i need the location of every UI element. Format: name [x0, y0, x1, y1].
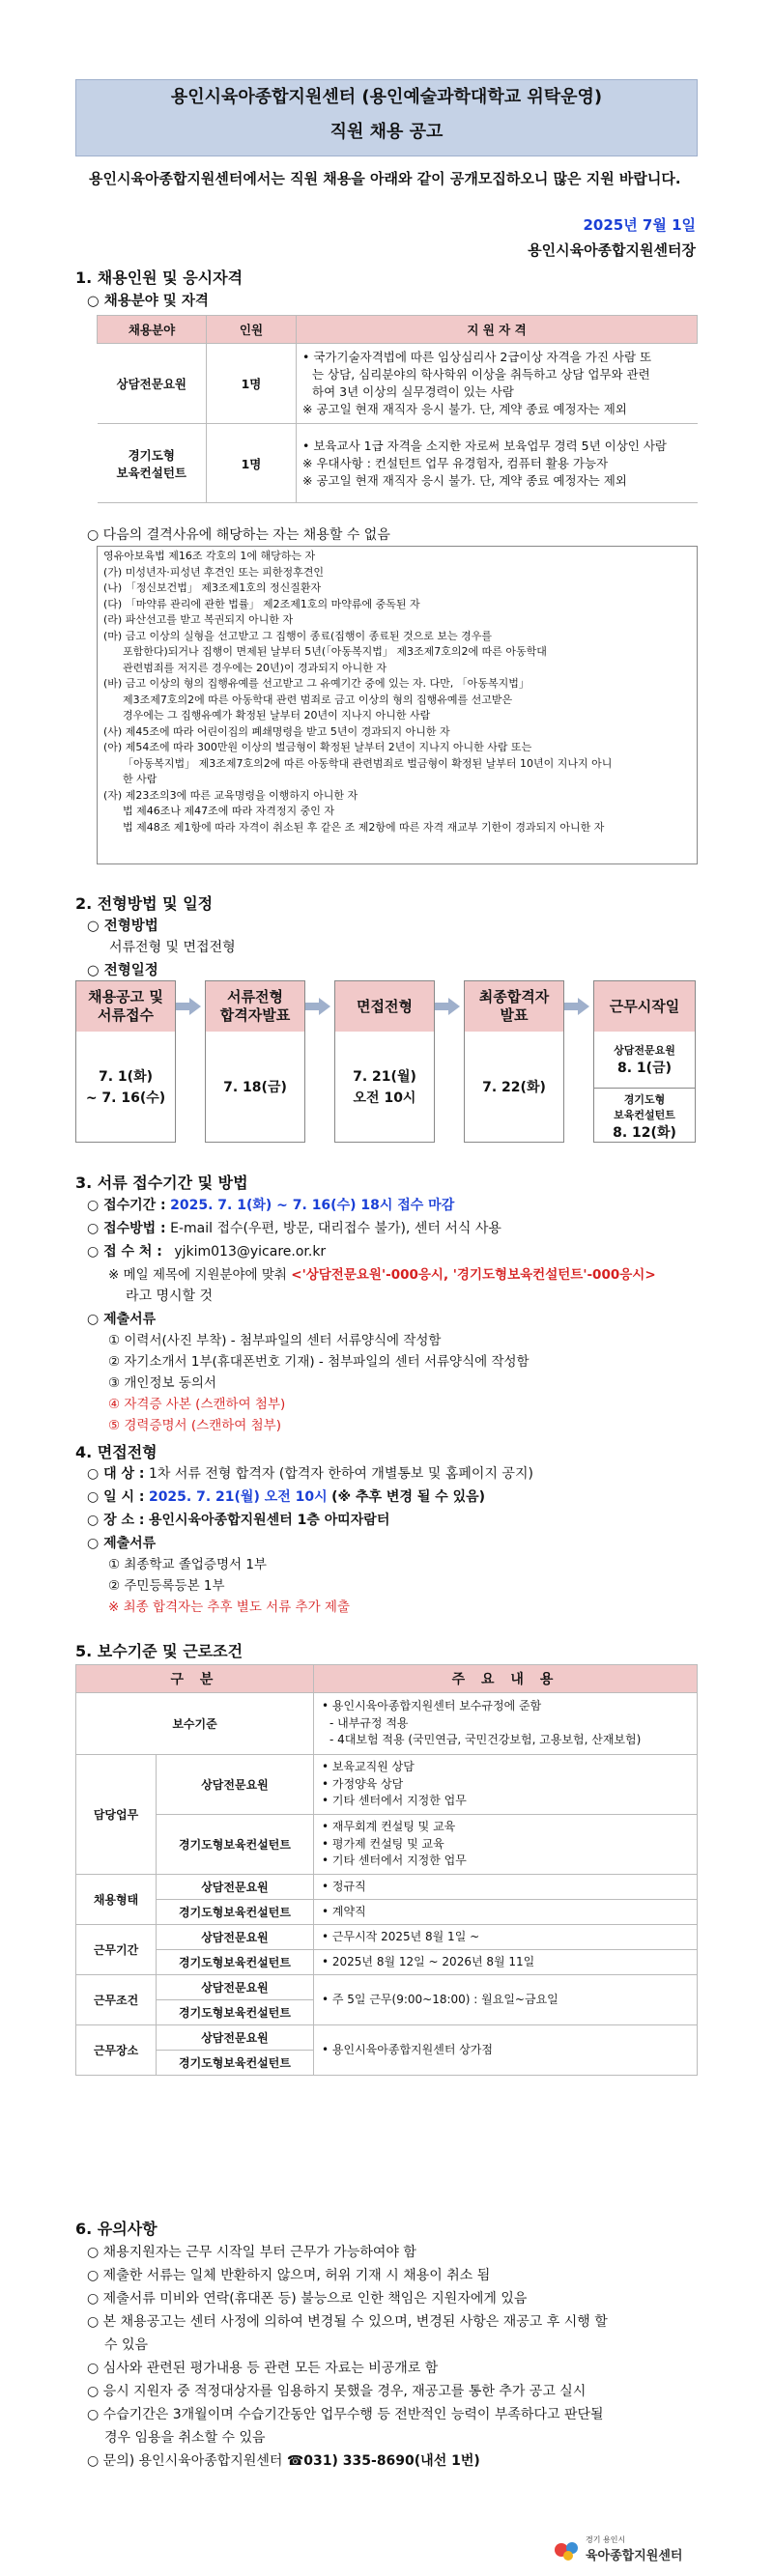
- place-content: • 용인시육아종합지원센터 상가점: [314, 2025, 698, 2076]
- mail-note-cont: 라고 명시할 것: [126, 1288, 214, 1304]
- intro-text: 용인시육아종합지원센터에서는 직원 채용을 아래와 같이 공개모집하오니 많은 지원 바랍니다.: [89, 170, 681, 187]
- qual-line: ※ 공고일 현재 재직자 응시 불가. 단, 계약 종료 예정자는 제외: [302, 472, 627, 488]
- qual-line: 는 상담, 심리분야의 학사학위 이상을 취득하고 상담 업무와 관련: [312, 367, 650, 382]
- section3-heading: 3. 서류 접수기간 및 방법: [75, 1174, 248, 1192]
- disq-line: (마) 금고 이상의 실형을 선고받고 그 집행이 종료(집행이 종료된 것으로 보는 경우를: [103, 629, 492, 642]
- disq-line: (사) 제45조에 따라 어린이집의 폐쇄명령을 받고 5년이 경과되지 아니한 자: [103, 724, 450, 738]
- logo-icon: [553, 2538, 582, 2562]
- content-line: • 평가제 컨설팅 및 교육: [322, 1836, 444, 1851]
- method-value: E-mail 접수(우편, 방문, 대리접수 불가), 센터 서식 사용: [170, 1221, 501, 1236]
- section1-sub1: ○ 채용분야 및 자격: [87, 294, 209, 309]
- mail-note-text: ※ 메일 제목에 지원분야에 맞춰: [108, 1267, 292, 1283]
- target-value: 1차 서류 전형 합격자 (합격자 한하여 개별통보 및 홈페이지 공지): [148, 1466, 533, 1482]
- period-content: • 2025년 8월 12일 ~ 2026년 8월 11일: [314, 1950, 698, 1975]
- content-line: • 기타 센터에서 지정한 업무: [322, 1794, 467, 1808]
- arrow-icon: [578, 998, 589, 1015]
- step-date: 7. 18(금): [223, 1080, 287, 1095]
- section2-heading: 2. 전형방법 및 일정: [75, 894, 214, 913]
- arrow-icon: [448, 998, 460, 1015]
- table-row: [76, 1875, 698, 1900]
- mail-note-red: <'상담전문요원'-000응시, '경기도형보육컨설턴트'-000응시>: [291, 1267, 656, 1283]
- disq-line: 관련범죄를 저지른 경우에는 20년)이 경과되지 아니한 자: [123, 661, 387, 674]
- doc-item: ② 주민등록등본 1부: [108, 1578, 225, 1594]
- qual-line: ※ 우대사항 : 컨설턴트 업무 유경험자, 컴퓨터 활용 가능자: [302, 455, 609, 470]
- type-content: • 계약직: [314, 1900, 698, 1925]
- start-role-label: 보육컨설턴트: [614, 1109, 675, 1121]
- step-body: [335, 1032, 434, 1144]
- field-cell: 상담전문요원: [98, 344, 207, 424]
- role-label: 상담전문요원: [157, 1755, 314, 1815]
- notice-item: ○ 제출서류 미비와 연락(휴대폰 등) 불능으로 인한 책임은 지원자에게 있음: [87, 2291, 528, 2307]
- section5-heading: 5. 보수기준 및 근로조건: [75, 1642, 243, 1660]
- notice-item: 수 있음: [104, 2337, 149, 2353]
- start-role1: [594, 1032, 695, 1089]
- target-label: ○ 대 상 :: [87, 1466, 145, 1482]
- arrow-icon: [319, 998, 330, 1015]
- type-content: • 정규직: [314, 1875, 698, 1900]
- doc-item-red: ※ 최종 합격자는 추후 별도 서류 추가 제출: [108, 1599, 351, 1615]
- section1-sub2: ○ 다음의 결격사유에 해당하는 자는 채용할 수 없음: [87, 527, 390, 543]
- qual-line: 하여 3년 이상의 실무경력이 있는 사람: [312, 384, 514, 399]
- doc-item: ② 자기소개서 1부(휴대폰번호 기재) - 첨부파일의 센터 서류양식에 작성함: [108, 1354, 530, 1370]
- step-body: [76, 1032, 175, 1144]
- notice-date: 2025년 7월 1일: [583, 216, 696, 234]
- step-date: 오전 10시: [353, 1090, 416, 1106]
- disq-line: (다) 「마약류 관리에 관한 법률」 제2조제1호의 마약류에 중독된 자: [103, 597, 420, 610]
- notice-item: ○ 본 채용공고는 센터 사정에 의하여 변경될 수 있으며, 변경된 사항은 재공고 후 시행 할: [87, 2314, 608, 2330]
- content-line: • 재무회계 컨설팅 및 교육: [322, 1820, 456, 1834]
- disqualification-box: [97, 546, 698, 864]
- content-line: • 보육교직원 상담: [322, 1760, 415, 1774]
- disq-line: (바) 금고 이상의 형의 집행유예를 선고받고 그 유예기간 중에 있는 자. 다만, 「아동복지법」: [103, 677, 530, 690]
- step-head: [465, 981, 563, 1032]
- interview-docs-label: ○ 제출서류: [87, 1536, 157, 1551]
- content-line: • 기타 센터에서 지정한 업무: [322, 1854, 467, 1868]
- role-label: 경기도형보육컨설턴트: [157, 1900, 314, 1925]
- th-count: 인원: [207, 316, 297, 344]
- email-address[interactable]: yjkim013@yicare.or.kr: [174, 1244, 327, 1260]
- qualification-table: [97, 315, 698, 503]
- step-body: [465, 1032, 563, 1144]
- arrow-icon: [189, 998, 201, 1015]
- docs-label: ○ 제출서류: [87, 1312, 157, 1327]
- th-field: 채용분야: [98, 316, 207, 344]
- page-subtitle: 직원 채용 공고: [329, 122, 444, 142]
- table-row: [76, 1755, 698, 1815]
- doc-item-red: ④ 자격증 사본 (스캔하여 첨부): [108, 1397, 286, 1412]
- qual-line: • 보육교사 1급 자격을 소지한 자로써 보육업무 경력 5년 이상인 사람: [302, 438, 667, 453]
- condition-label: 근무조건: [76, 1975, 157, 2025]
- content-line: • 가정양육 상담: [322, 1776, 404, 1791]
- role-label: 경기도형보육컨설턴트: [157, 1815, 314, 1875]
- disq-line: (나) 「정신보건법」 제3조제1호의 정신질환자: [103, 581, 322, 594]
- date-note: (※ 추후 변경 될 수 있음): [331, 1489, 486, 1505]
- step-head: [76, 981, 175, 1032]
- disq-line: 법 제48조 제1항에 따라 자격이 취소된 후 같은 조 제2항에 따른 자격 재교부 기한이 경과되지 아니한 자: [123, 820, 605, 834]
- qual-line: ※ 공고일 현재 재직자 응시 불가. 단, 계약 종료 예정자는 제외: [302, 402, 627, 416]
- place-value: 용인시육아종합지원센터 1층 아띠자람터: [148, 1513, 390, 1528]
- center-logo: [553, 2534, 707, 2565]
- th-qualification: 지 원 자 격: [297, 316, 698, 344]
- period-label: 근무기간: [76, 1925, 157, 1975]
- interview-target: [87, 1464, 533, 1484]
- field-line: 보육컨설턴트: [116, 465, 186, 480]
- place-label: ○ 장 소 :: [87, 1513, 145, 1528]
- role-label: 경기도형보육컨설턴트: [157, 2000, 314, 2025]
- table-row: [76, 1950, 698, 1975]
- start-role-label: 경기도형: [623, 1093, 666, 1106]
- duty-content: [314, 1815, 698, 1875]
- step-head-line: 서류접수: [98, 1006, 154, 1024]
- step-date: ~ 7. 16(수): [85, 1090, 166, 1106]
- content-line: - 4대보험 적용 (국민연금, 국민건강보험, 고용보험, 산재보험): [329, 1733, 642, 1747]
- date-value: 2025. 7. 21(월) 오전 10시: [148, 1489, 328, 1505]
- conditions-table: [75, 1664, 698, 2076]
- section4-heading: 4. 면접전형: [75, 1443, 157, 1461]
- step-date: 7. 1(화): [99, 1069, 153, 1085]
- period-label: ○ 접수기간 :: [87, 1198, 166, 1213]
- doc-item: ③ 개인정보 동의서: [108, 1375, 216, 1391]
- table-row: [76, 1925, 698, 1950]
- disq-line: 법 제46조나 제47조에 따라 자격정지 중인 자: [123, 805, 334, 817]
- condition-content: • 주 5일 근무(9:00~18:00) : 월요일~금요일: [314, 1975, 698, 2025]
- step-head-line: 합격자발표: [219, 1006, 291, 1024]
- mail-note: [108, 1265, 656, 1285]
- start-date: 8. 1(금): [617, 1061, 672, 1076]
- qual-line: • 국가기술자격법에 따른 임상심리사 2급이상 자격을 가진 사람 또: [302, 350, 652, 364]
- schedule-step: [205, 980, 305, 1143]
- selection-method: 서류전형 및 면접전형: [109, 940, 236, 955]
- field-line: 경기도형: [128, 447, 175, 463]
- address-label: ○ 접 수 처 :: [87, 1244, 162, 1260]
- logo-small-text: 경기 용인시: [586, 2535, 626, 2544]
- start-role-label: 상담전문요원: [614, 1044, 675, 1057]
- disq-line: 포함한다)되거나 집행이 면제된 날부터 5년(「아동복지법」 제3조제7호의2에 따른 아동학대: [123, 645, 547, 658]
- address-line: [87, 1242, 326, 1261]
- schedule-step-start: [593, 980, 696, 1143]
- step-head: [594, 981, 695, 1032]
- step-body: [206, 1032, 304, 1144]
- qualification-cell: [297, 424, 698, 503]
- contact-phone[interactable]: ☎031) 335-8690(내선 1번): [286, 2453, 480, 2469]
- content-line: • 용인시육아종합지원센터 보수규정에 준함: [322, 1699, 542, 1713]
- disq-line: (가) 미성년자·피성년 후견인 또는 피한정후견인: [103, 565, 324, 579]
- th-content: 주 요 내 용: [314, 1665, 698, 1693]
- disq-line: 경우에는 그 집행유예가 확정된 날부터 20년이 지나지 아니한 사람: [123, 709, 431, 722]
- place-label: 근무장소: [76, 2025, 157, 2076]
- notice-item: 경우 임용을 취소할 수 있음: [104, 2430, 266, 2446]
- count-cell: 1명: [207, 344, 297, 424]
- section2-sub1: ○ 전형방법: [87, 919, 158, 934]
- doc-item: ① 이력서(사진 부착) - 첨부파일의 센터 서류양식에 작성함: [108, 1333, 442, 1348]
- step-head-line: 발표: [500, 1006, 529, 1024]
- step-head-line: 면접전형: [357, 997, 413, 1015]
- table-row: [76, 1815, 698, 1875]
- notice-item: ○ 수습기간은 3개월이며 수습기간동안 업무수행 등 전반적인 능력이 부족하다고 판단될: [87, 2407, 604, 2422]
- contact-line: [87, 2451, 480, 2471]
- pay-content: [314, 1693, 698, 1755]
- table-row: [98, 344, 698, 424]
- method-label: ○ 접수방법 :: [87, 1221, 166, 1236]
- th-category: 구 분: [76, 1665, 314, 1693]
- table-row: [98, 424, 698, 503]
- section2-sub2: ○ 전형일정: [87, 963, 158, 978]
- title-box: [75, 79, 698, 156]
- disq-line: 영유아보육법 제16조 각호의 1에 해당하는 자: [103, 550, 316, 562]
- period-content: • 근무시작 2025년 8월 1일 ~: [314, 1925, 698, 1950]
- notice-item: ○ 제출한 서류는 일체 반환하지 않으며, 허위 기재 시 채용이 취소 됨: [87, 2268, 491, 2283]
- role-label: 상담전문요원: [157, 1875, 314, 1900]
- content-line: - 내부규정 적용: [329, 1715, 409, 1730]
- doc-item-red: ⑤ 경력증명서 (스캔하여 첨부): [108, 1418, 281, 1433]
- start-role2: [594, 1089, 695, 1145]
- disq-line: 「아동복지법」 제3조제7호의2에 따른 아동학대 관련범죄로 벌금형이 확정된 날부터 10년이 지나지 아니: [123, 756, 613, 770]
- role-label: 경기도형보육컨설턴트: [157, 1950, 314, 1975]
- disq-line: 제3조제7호의2에 따른 아동학대 관련 범죄로 금고 이상의 형의 집행유예를 선고받은: [123, 693, 513, 706]
- period-line: [87, 1196, 454, 1215]
- schedule-step: [334, 980, 435, 1143]
- doc-item: ① 최종학교 졸업증명서 1부: [108, 1557, 267, 1572]
- notice-item: ○ 응시 지원자 중 적정대상자를 임용하지 못했을 경우, 재공고를 통한 추가 공고 실시: [87, 2384, 587, 2399]
- disq-line: (자) 제23조의3에 따른 교육명령을 이행하지 아니한 자: [103, 788, 358, 802]
- date-label: ○ 일 시 :: [87, 1489, 145, 1505]
- disq-line: (라) 파산선고를 받고 복권되지 아니한 자: [103, 613, 294, 626]
- schedule-step: [75, 980, 176, 1143]
- table-row: [76, 1693, 698, 1755]
- qualification-cell: [297, 344, 698, 424]
- interview-place: [87, 1511, 389, 1530]
- method-line: [87, 1219, 501, 1238]
- step-head-line: 최종합격자: [478, 988, 550, 1005]
- role-label: 상담전문요원: [157, 1975, 314, 2000]
- type-label: 채용형태: [76, 1875, 157, 1925]
- duty-content: [314, 1755, 698, 1815]
- table-row: [76, 1900, 698, 1925]
- step-head-line: 채용공고 및: [88, 988, 163, 1005]
- interview-date: [87, 1487, 485, 1507]
- step-head-line: 서류전형: [227, 988, 283, 1005]
- step-date: 7. 21(월): [353, 1069, 416, 1085]
- role-label: 상담전문요원: [157, 2025, 314, 2051]
- section1-heading: 1. 채용인원 및 응시자격: [75, 269, 243, 287]
- section6-heading: 6. 유의사항: [75, 2220, 157, 2238]
- step-head: [206, 981, 304, 1032]
- organization-head: 용인시육아종합지원센터장: [528, 241, 696, 259]
- notice-item: ○ 채용지원자는 근무 시작일 부터 근무가 가능하여야 함: [87, 2245, 416, 2260]
- page-title: 용인시육아종합지원센터 (용인예술과학대학교 위탁운영): [170, 87, 603, 107]
- pay-label: 보수기준: [76, 1693, 314, 1755]
- role-label: 상담전문요원: [157, 1925, 314, 1950]
- notice-item: ○ 심사와 관련된 평가내용 등 관련 모든 자료는 비공개로 함: [87, 2361, 439, 2376]
- table-row: [76, 2025, 698, 2051]
- disq-line: 한 사람: [123, 773, 157, 785]
- count-cell: 1명: [207, 424, 297, 503]
- step-head: [335, 981, 434, 1032]
- duty-label: 담당업무: [76, 1755, 157, 1875]
- schedule-step: [464, 980, 564, 1143]
- disq-line: (아) 제54조에 따라 300만원 이상의 벌금형이 확정된 날부터 2년이 지나지 아니한 사람 또는: [103, 741, 532, 753]
- table-row: [76, 1975, 698, 2000]
- contact-text: ○ 문의) 용인시육아종합지원센터: [87, 2453, 287, 2469]
- field-cell: [98, 424, 207, 503]
- step-date: 7. 22(화): [482, 1080, 546, 1095]
- step-head-line: 근무시작일: [609, 997, 680, 1015]
- start-date: 8. 12(화): [613, 1125, 676, 1141]
- role-label: 경기도형보육컨설턴트: [157, 2051, 314, 2076]
- period-value: 2025. 7. 1(화) ~ 7. 16(수) 18시 접수 마감: [170, 1198, 455, 1213]
- logo-big-text: 육아종합지원센터: [586, 2549, 683, 2563]
